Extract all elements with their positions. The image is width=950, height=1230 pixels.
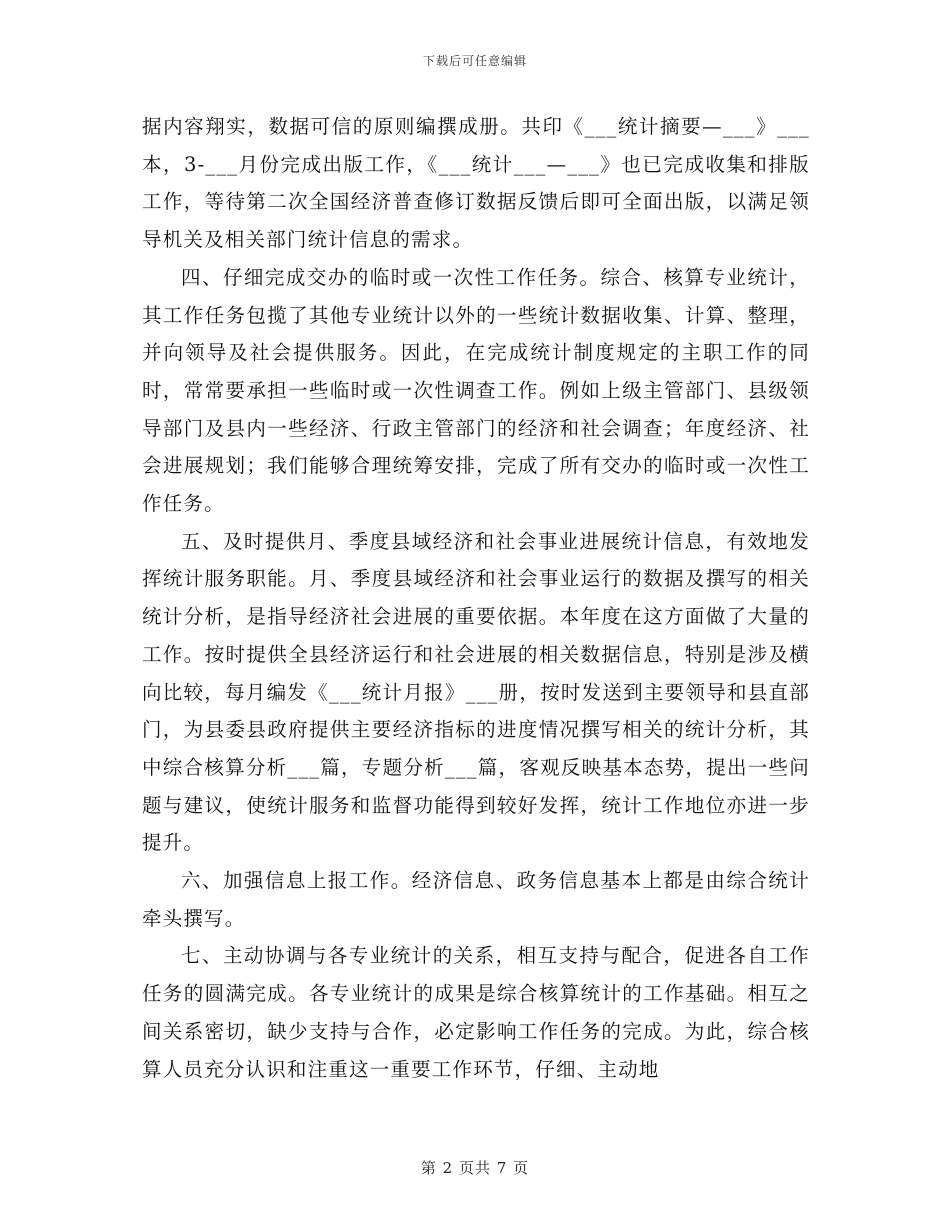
paragraph-section-6: 六、加强信息上报工作。经济信息、政务信息基本上都是由综合统计牵头撰写。 xyxy=(142,869,810,930)
paragraph-section-5: 五、及时提供月、季度县域经济和社会事业进展统计信息，有效地发挥统计服务职能。月、季度县域经济和社会事业运行的数据及撰写的相关统计分析，是指导经济社会进展的重要依据。本年度在这方面做了大量的工作。按时提供全县经济运行和社会进展的相关数据信息，特别是涉及横向比较，每月编发《___统计月报》___册，按时发送到主要领导和县直部门，为县委县政府提供主要经济指标的进度情况撰写相关的统计分析，其中综合核算分析___篇，专题分析___篇，客观反映基本态势，提出一些问题与建议，使统计服务和监督功能得到较好发挥，统计工作地位亦进一步提升。 xyxy=(142,529,810,855)
paragraph-continuation: 据内容翔实，数据可信的原则编撰成册。共印《___统计摘要—___》___本，3-___月份完成出版工作，《___统计___—___》也已完成收集和排版工作，等待第二次全国经济普查修订数据反馈后即可全面出版，以满足领导机关及相关部门统计信息的需求。 xyxy=(142,115,810,252)
paragraph-section-4: 四、仔细完成交办的临时或一次性工作任务。综合、核算专业统计，其工作任务包揽了其他专业统计以外的一些统计数据收集、计算、整理，并向领导及社会提供服务。因此，在完成统计制度规定的主职工作的同时，常常要承担一些临时或一次性调查工作。例如上级主管部门、县级领导部门及县内一些经济、行政主管部门的经济和社会调查；年度经济、社会进展规划；我们能够合理统筹安排，完成了所有交办的临时或一次性工作任务。 xyxy=(142,265,810,516)
page-number-footer: 第 2 页共 7 页 xyxy=(420,1159,530,1177)
paragraph-section-7: 七、主动协调与各专业统计的关系，相互支持与配合，促进各自工作任务的圆满完成。各专业统计的成果是综合核算统计的工作基础。相互之间关系密切，缺少支持与合作，必定影响工作任务的完成。为此，综合核算人员充分认识和注重这一重要工作环节，仔细、主动地 xyxy=(142,944,810,1081)
document-body xyxy=(142,108,810,1088)
page-header: 下载后可任意编辑 xyxy=(422,54,527,68)
